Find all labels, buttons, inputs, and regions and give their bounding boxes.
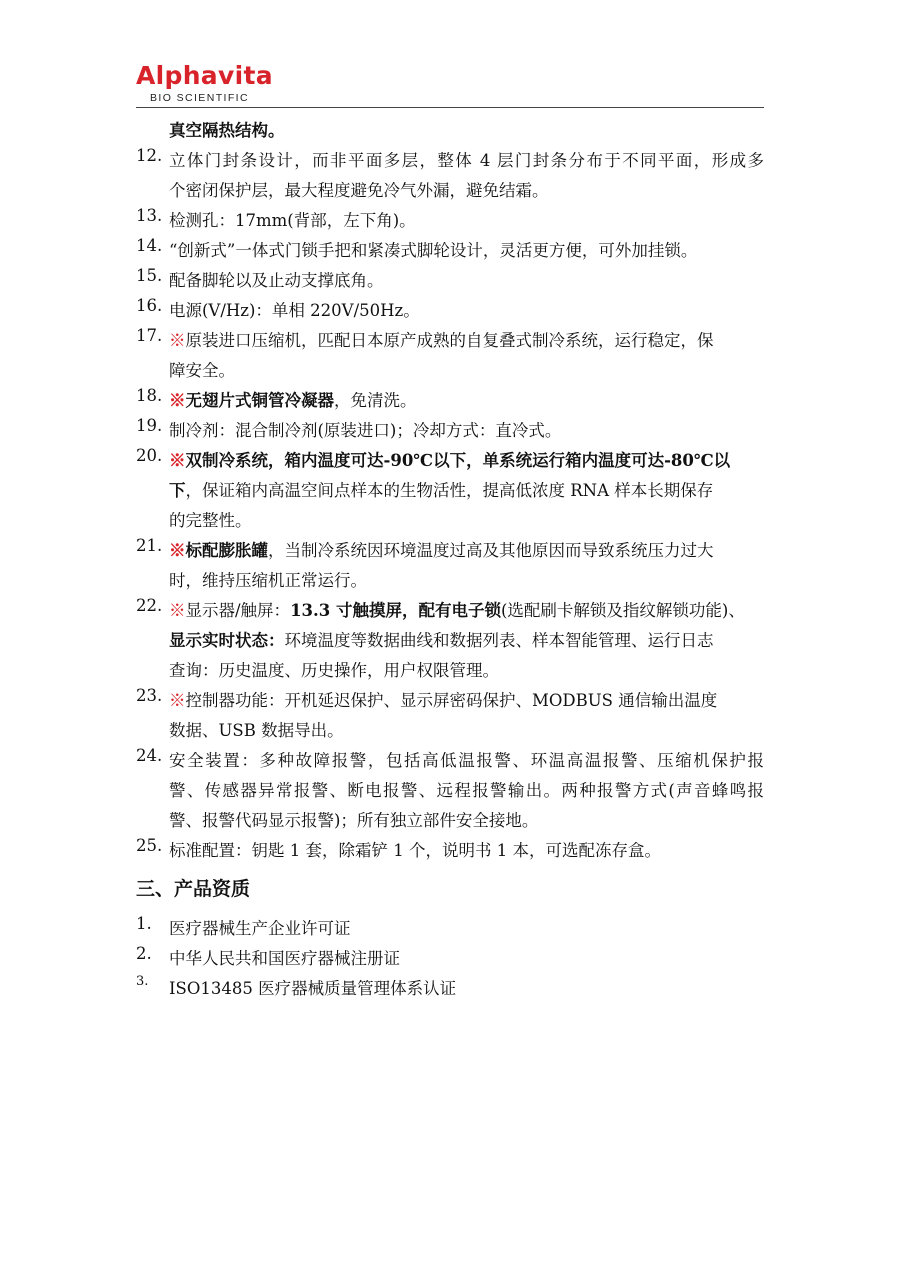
- item-text: ，保证箱内高温空间点样本的生物活性，提高低浓度 RNA 样本长期保存: [185, 481, 714, 500]
- qualification-item: [136, 944, 764, 974]
- list-item-12: [136, 146, 764, 206]
- reference-mark: ※: [169, 601, 186, 620]
- item-number: 22.: [136, 596, 163, 615]
- item-number: 13.: [136, 206, 163, 225]
- item-text: “创新式”一体式门锁手把和紧凑式脚轮设计，灵活更方便，可外加挂锁。: [169, 241, 698, 260]
- section-heading: 三、产品资质: [136, 878, 251, 900]
- item-text: 环境温度等数据曲线和数据列表、样本智能管理、运行日志: [284, 631, 714, 650]
- item-number: 23.: [136, 686, 163, 705]
- list-item-25: [136, 836, 764, 866]
- item-text: 障安全。: [169, 361, 235, 380]
- item-text: 制冷剂：混合制冷剂(原装进口)；冷却方式：直冷式。: [169, 421, 562, 440]
- item-number: 12.: [136, 146, 163, 165]
- item-text: ISO13485 医疗器械质量管理体系认证: [169, 979, 457, 998]
- item-number: 25.: [136, 836, 163, 855]
- list-item-22: [136, 596, 764, 686]
- item-number: 20.: [136, 446, 163, 465]
- reference-mark: ※: [169, 541, 186, 560]
- item-text: 电源(V/Hz)：单相 220V/50Hz。: [169, 301, 420, 320]
- item-text: 的完整性。: [169, 511, 252, 530]
- item-text: 控制器功能：开机延迟保护、显示屏密码保护、MODBUS 通信输出温度: [185, 691, 718, 710]
- list-item-20: [136, 446, 764, 536]
- item-text: 数据、USB 数据导出。: [169, 721, 344, 740]
- item-bold-text: 无翅片式铜管冷凝器: [185, 391, 334, 410]
- brand-subtitle: BIO SCIENTIFIC: [150, 92, 249, 104]
- item-number: 2.: [136, 944, 152, 963]
- item-text: ，免清洗。: [334, 391, 417, 410]
- item-number: 16.: [136, 296, 163, 315]
- item-number: 14.: [136, 236, 163, 255]
- item-number: 24.: [136, 746, 163, 765]
- item-number: 17.: [136, 326, 163, 345]
- item-bold-text: 标配膨胀罐: [185, 541, 268, 560]
- item-number: 3.: [136, 974, 149, 989]
- item-text: 原装进口压缩机，匹配日本原产成熟的自复叠式制冷系统，运行稳定，保: [185, 331, 714, 350]
- list-item-15: [136, 266, 764, 296]
- list-item-19: [136, 416, 764, 446]
- item-number: 1.: [136, 914, 152, 933]
- item-bold-text: 下: [169, 481, 186, 500]
- reference-mark: ※: [169, 391, 186, 410]
- spec-list: [136, 116, 764, 1004]
- item-text: 标准配置：钥匙 1 套，除霜铲 1 个，说明书 1 本，可选配冻存盒。: [169, 841, 661, 860]
- item-number: 21.: [136, 536, 163, 555]
- list-item-21: [136, 536, 764, 596]
- list-item-18: [136, 386, 764, 416]
- item-text: 安全装置：多种故障报警，包括高低温报警、环温高温报警、压缩机保护报: [169, 751, 764, 770]
- item-bold-text: 显示实时状态：: [169, 631, 285, 650]
- item-text: 个密闭保护层，最大程度避免冷气外漏，避免结霜。: [169, 181, 549, 200]
- header-divider: [136, 107, 764, 108]
- item-text: 显示器/触屏：: [185, 601, 291, 620]
- item-number: 19.: [136, 416, 163, 435]
- reference-mark: ※: [169, 331, 186, 350]
- item-text: 检测孔：17mm(背部，左下角)。: [169, 211, 416, 230]
- reference-mark: ※: [169, 451, 186, 470]
- item-text: 配备脚轮以及止动支撑底角。: [169, 271, 384, 290]
- item-text: 立体门封条设计，而非平面多层，整体 4 层门封条分布于不同平面，形成多: [169, 151, 764, 170]
- item-text: ，当制冷系统因环境温度过高及其他原因而导致系统压力过大: [268, 541, 714, 560]
- item-text: (选配刷卡解锁及指纹解锁功能)、: [501, 601, 745, 620]
- qualification-list: [136, 914, 764, 1004]
- item-text: 警、报警代码显示报警)；所有独立部件安全接地。: [169, 811, 539, 830]
- item-text: 警、传感器异常报警、断电报警、远程报警输出。两种报警方式(声音蜂鸣报: [169, 781, 764, 800]
- brand-logo: Alphavita: [136, 61, 273, 90]
- list-item-24: [136, 746, 764, 836]
- item-number: 15.: [136, 266, 163, 285]
- qualification-item: [136, 974, 764, 1004]
- qualification-item: [136, 914, 764, 944]
- list-item-23: [136, 686, 764, 746]
- list-item-17: [136, 326, 764, 386]
- list-item-16: [136, 296, 764, 326]
- continuation-text: 真空隔热结构。: [169, 121, 285, 140]
- reference-mark: ※: [169, 691, 186, 710]
- item-text: 中华人民共和国医疗器械注册证: [169, 949, 400, 968]
- item-bold-text: 13.3 寸触摸屏，配有电子锁: [290, 601, 501, 620]
- page-header: [136, 62, 764, 104]
- item-text: 医疗器械生产企业许可证: [169, 919, 351, 938]
- item-bold-text: 双制冷系统，箱内温度可达-90℃以下，单系统运行箱内温度可达-80℃以: [185, 451, 731, 470]
- item-text: 时，维持压缩机正常运行。: [169, 571, 367, 590]
- list-item-13: [136, 206, 764, 236]
- item-text: 查询：历史温度、历史操作，用户权限管理。: [169, 661, 499, 680]
- item-number: 18.: [136, 386, 163, 405]
- list-item-14: [136, 236, 764, 266]
